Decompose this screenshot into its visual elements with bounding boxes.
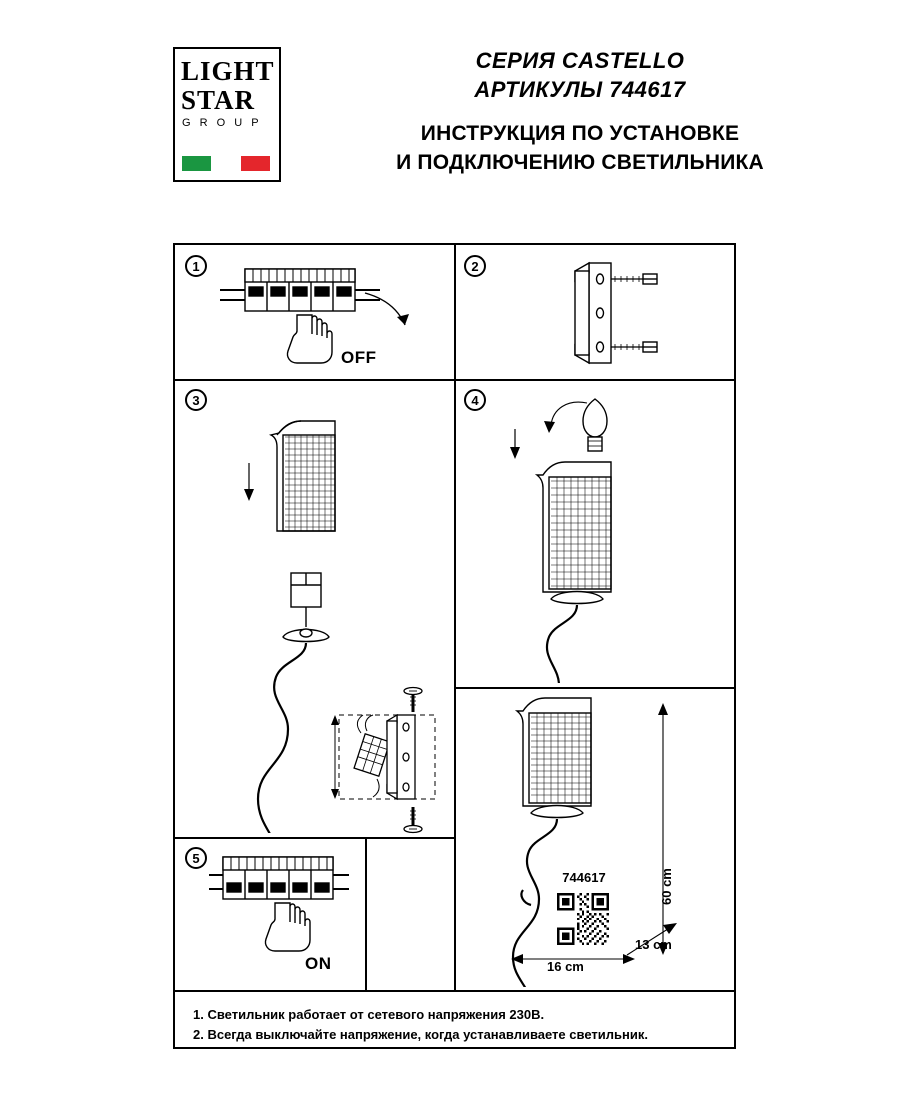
steps-frame xyxy=(173,243,736,1049)
logo-line-1: LIGHT xyxy=(181,56,275,86)
qr-code xyxy=(557,893,609,945)
step-number-2: 2 xyxy=(464,255,486,277)
step-4-illustration xyxy=(475,393,725,683)
divider-vertical-1 xyxy=(454,245,456,990)
step-number-5: 5 xyxy=(185,847,207,869)
logo-line-2: STAR xyxy=(181,85,256,115)
step-number-4: 4 xyxy=(464,389,486,411)
dimension-height-label: 60 cm xyxy=(659,868,674,905)
step-number-1: 1 xyxy=(185,255,207,277)
dimension-width-label: 16 cm xyxy=(547,959,584,974)
step-2-illustration xyxy=(495,253,730,377)
logo-group-text: G R O U P xyxy=(182,117,262,129)
step-1-illustration xyxy=(215,255,445,375)
article-title: АРТИКУЛЫ 744617 xyxy=(474,77,686,102)
brand-logo xyxy=(173,47,281,182)
document-header xyxy=(0,0,909,215)
divider-horizontal-3 xyxy=(454,687,734,689)
qr-article-label: 744617 xyxy=(562,870,606,885)
step-number-3: 3 xyxy=(185,389,207,411)
italian-flag-icon xyxy=(182,156,270,171)
footer-note-1: 1. Светильник работает от сетевого напряжения 230В. xyxy=(193,1007,545,1022)
title-block xyxy=(300,47,860,177)
step-3-bracket-detail xyxy=(325,685,455,835)
dimension-depth-label: 13 cm xyxy=(635,937,672,952)
series-title: СЕРИЯ CASTELLO xyxy=(475,48,685,73)
divider-horizontal-2 xyxy=(175,837,454,839)
divider-horizontal-4 xyxy=(175,990,734,992)
step-5-illustration xyxy=(209,845,369,985)
step-5-on-label: ON xyxy=(305,954,332,973)
step-1-off-label: OFF xyxy=(341,348,377,367)
instruction-title-line-2: И ПОДКЛЮЧЕНИЮ СВЕТИЛЬНИКА xyxy=(396,151,764,174)
instruction-title-line-1: ИНСТРУКЦИЯ ПО УСТАНОВКЕ xyxy=(420,122,740,145)
footer-note-2: 2. Всегда выключайте напряжение, когда устанавливаете светильник. xyxy=(193,1027,648,1042)
footer-notes xyxy=(193,1005,713,1045)
